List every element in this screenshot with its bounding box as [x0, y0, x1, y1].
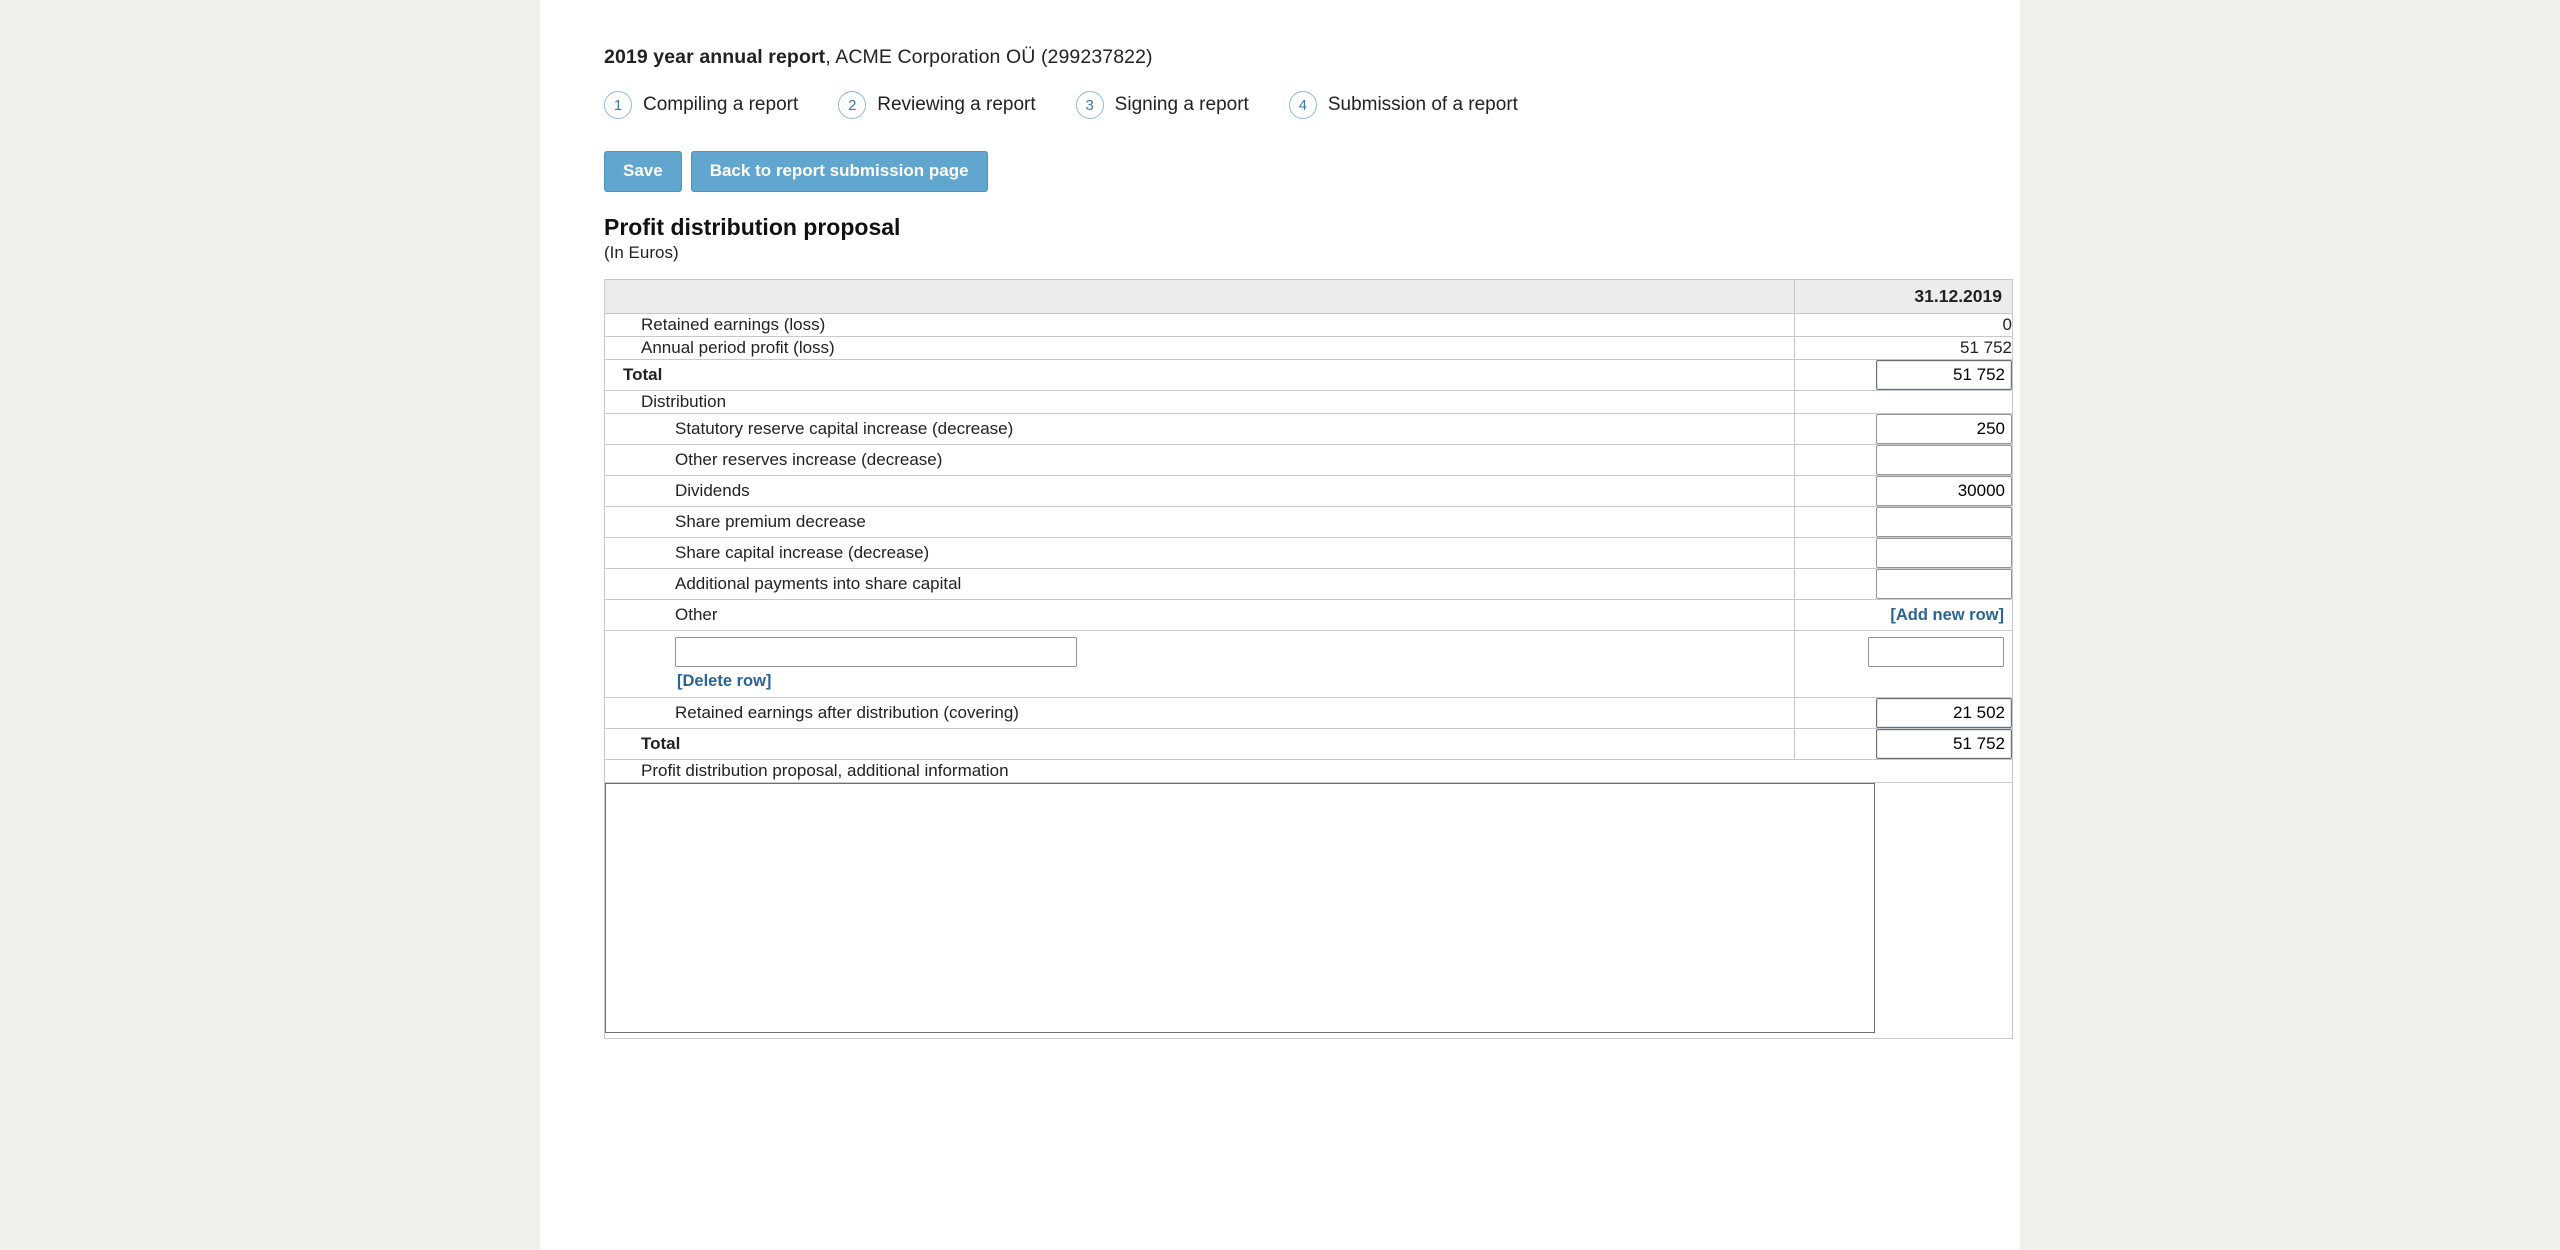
table-row — [605, 568, 2013, 599]
row-label-total-2: Total — [605, 728, 1795, 759]
table-row — [605, 444, 2013, 475]
row-label-share-premium-decrease: Share premium decrease — [605, 506, 1795, 537]
step-signing[interactable] — [1076, 91, 1249, 119]
row-label-annual-period-profit: Annual period profit (loss) — [605, 336, 1795, 359]
total-input[interactable] — [1876, 360, 2012, 390]
share-premium-input[interactable] — [1876, 507, 2012, 537]
back-to-report-submission-button[interactable]: Back to report submission page — [691, 151, 988, 192]
step-compiling[interactable] — [604, 91, 798, 119]
table-row — [605, 359, 2013, 390]
row-value-total-cell — [1795, 359, 2013, 390]
section-subtitle: (In Euros) — [604, 242, 679, 262]
step-number-2: 2 — [838, 91, 866, 119]
step-number-4: 4 — [1289, 91, 1317, 119]
progress-steps — [604, 91, 1956, 119]
other-row-text-input[interactable] — [675, 637, 1077, 667]
row-label-statutory-reserve: Statutory reserve capital increase (decrease) — [605, 413, 1795, 444]
report-page — [540, 0, 2020, 1250]
row-label-retained-earnings: Retained earnings (loss) — [605, 313, 1795, 336]
step-label-2: Reviewing a report — [877, 94, 1036, 115]
retained-after-distribution-input[interactable] — [1876, 698, 2012, 728]
profit-distribution-table — [604, 279, 2013, 1039]
step-number-3: 3 — [1076, 91, 1104, 119]
additional-information-cell — [605, 782, 2013, 1038]
row-value-share-premium-cell — [1795, 506, 2013, 537]
row-value-dividends-cell — [1795, 475, 2013, 506]
row-label-distribution: Distribution — [605, 390, 1795, 413]
row-label-share-capital-increase: Share capital increase (decrease) — [605, 537, 1795, 568]
page-title — [604, 46, 1956, 69]
step-label-4: Submission of a report — [1327, 94, 1518, 115]
other-row-value-input[interactable] — [1868, 637, 2004, 667]
table-row — [605, 759, 2013, 782]
row-value-other-reserves-cell — [1795, 444, 2013, 475]
row-label-retained-after-distribution: Retained earnings after distribution (covering) — [605, 697, 1795, 728]
table-row — [605, 537, 2013, 568]
header-date-cell: 31.12.2019 — [1795, 279, 2013, 313]
step-submission[interactable] — [1289, 91, 1518, 119]
additional-payments-input[interactable] — [1876, 569, 2012, 599]
step-number-1: 1 — [604, 91, 632, 119]
add-new-row-cell — [1795, 599, 2013, 630]
row-label-additional-payments: Additional payments into share capital — [605, 568, 1795, 599]
table-row — [605, 728, 2013, 759]
other-reserves-input[interactable] — [1876, 445, 2012, 475]
row-label-additional-information: Profit distribution proposal, additional information — [605, 759, 2013, 782]
table-row — [605, 630, 2013, 697]
row-value-distribution — [1795, 390, 2013, 413]
table-row — [605, 390, 2013, 413]
delete-row-link[interactable]: [Delete row] — [677, 671, 772, 690]
row-value-total-2-cell — [1795, 728, 2013, 759]
step-reviewing[interactable] — [838, 91, 1035, 119]
row-label-total: Total — [605, 359, 1795, 390]
save-button[interactable]: Save — [604, 151, 682, 192]
add-new-row-link[interactable]: [Add new row] — [1890, 605, 2004, 624]
table-row — [605, 475, 2013, 506]
action-buttons — [604, 151, 1956, 192]
page-title-company: , ACME Corporation OÜ (299237822) — [825, 46, 1153, 68]
total-2-input[interactable] — [1876, 729, 2012, 759]
additional-information-textarea[interactable] — [605, 783, 1875, 1033]
row-value-statutory-reserve-cell — [1795, 413, 2013, 444]
step-label-1: Compiling a report — [643, 94, 799, 115]
other-row-editable-cell — [605, 630, 1795, 697]
row-label-other: Other — [605, 599, 1795, 630]
step-label-3: Signing a report — [1114, 94, 1249, 115]
row-value-share-capital-cell — [1795, 537, 2013, 568]
table-row — [605, 506, 2013, 537]
dividends-input[interactable] — [1876, 476, 2012, 506]
table-row — [605, 313, 2013, 336]
row-label-dividends: Dividends — [605, 475, 1795, 506]
row-value-additional-payments-cell — [1795, 568, 2013, 599]
page-title-year: 2019 year annual report — [604, 46, 826, 68]
table-row — [605, 697, 2013, 728]
table-row — [605, 782, 2013, 1038]
row-label-other-reserves: Other reserves increase (decrease) — [605, 444, 1795, 475]
row-value-annual-period-profit: 51 752 — [1795, 336, 2013, 359]
table-row — [605, 413, 2013, 444]
row-value-retained-earnings: 0 — [1795, 313, 2013, 336]
share-capital-input[interactable] — [1876, 538, 2012, 568]
statutory-reserve-input[interactable] — [1876, 414, 2012, 444]
row-value-retained-after-cell — [1795, 697, 2013, 728]
table-row — [605, 336, 2013, 359]
table-header-row — [605, 279, 2013, 313]
table-row — [605, 599, 2013, 630]
section-title: Profit distribution proposal — [604, 213, 901, 240]
other-row-value-cell — [1795, 630, 2013, 697]
header-empty-cell — [605, 279, 1795, 313]
